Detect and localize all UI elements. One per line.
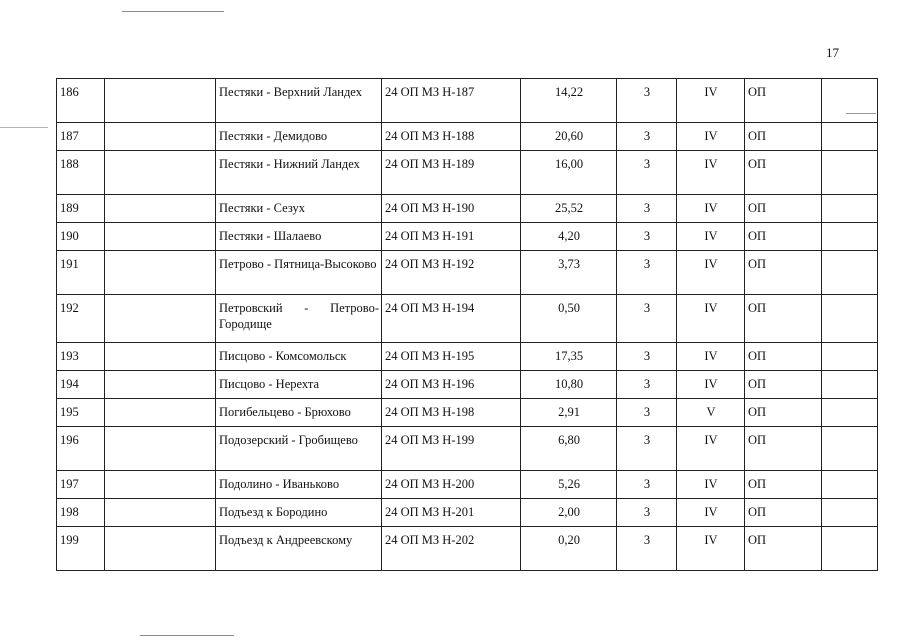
road-significance-cell: ОП bbox=[745, 343, 822, 371]
notes-cell bbox=[822, 427, 878, 471]
district-cell bbox=[105, 499, 216, 527]
table-row bbox=[57, 371, 878, 399]
notes-cell bbox=[822, 223, 878, 251]
row-number-cell: 187 bbox=[57, 123, 105, 151]
road-register-table bbox=[56, 78, 878, 571]
road-length-cell: 10,80 bbox=[521, 371, 617, 399]
road-significance-cell: ОП bbox=[745, 79, 822, 123]
road-id-cell: 24 ОП МЗ Н-199 bbox=[382, 427, 521, 471]
district-cell bbox=[105, 427, 216, 471]
row-number-cell: 198 bbox=[57, 499, 105, 527]
road-id-cell: 24 ОП МЗ Н-201 bbox=[382, 499, 521, 527]
road-significance-cell: ОП bbox=[745, 251, 822, 295]
road-significance-cell: ОП bbox=[745, 371, 822, 399]
road-name-cell: Писцово - Комсомольск bbox=[216, 343, 382, 371]
road-class-cell: IV bbox=[677, 79, 745, 123]
road-category-cell: 3 bbox=[617, 79, 677, 123]
row-number-cell: 191 bbox=[57, 251, 105, 295]
notes-cell bbox=[822, 471, 878, 499]
road-id-cell: 24 ОП МЗ Н-202 bbox=[382, 527, 521, 571]
notes-cell bbox=[822, 251, 878, 295]
notes-cell bbox=[822, 123, 878, 151]
table-row bbox=[57, 399, 878, 427]
table-row bbox=[57, 427, 878, 471]
road-name-cell: Подозерский - Гробищево bbox=[216, 427, 382, 471]
row-number-cell: 189 bbox=[57, 195, 105, 223]
notes-cell bbox=[822, 195, 878, 223]
table-row bbox=[57, 223, 878, 251]
row-number-cell: 197 bbox=[57, 471, 105, 499]
road-class-cell: IV bbox=[677, 123, 745, 151]
road-length-cell: 2,00 bbox=[521, 499, 617, 527]
road-class-cell: IV bbox=[677, 527, 745, 571]
road-id-cell: 24 ОП МЗ Н-200 bbox=[382, 471, 521, 499]
district-cell bbox=[105, 343, 216, 371]
notes-cell bbox=[822, 295, 878, 343]
road-id-cell: 24 ОП МЗ Н-189 bbox=[382, 151, 521, 195]
notes-cell bbox=[822, 399, 878, 427]
road-id-cell: 24 ОП МЗ Н-195 bbox=[382, 343, 521, 371]
table-row bbox=[57, 343, 878, 371]
road-length-cell: 2,91 bbox=[521, 399, 617, 427]
road-name-cell: Пестяки - Нижний Ландех bbox=[216, 151, 382, 195]
road-length-cell: 17,35 bbox=[521, 343, 617, 371]
road-id-cell: 24 ОП МЗ Н-187 bbox=[382, 79, 521, 123]
road-class-cell: IV bbox=[677, 499, 745, 527]
road-significance-cell: ОП bbox=[745, 499, 822, 527]
road-name-cell: Подъезд к Андреевскому bbox=[216, 527, 382, 571]
road-category-cell: 3 bbox=[617, 371, 677, 399]
notes-cell bbox=[822, 151, 878, 195]
road-category-cell: 3 bbox=[617, 499, 677, 527]
road-length-cell: 0,50 bbox=[521, 295, 617, 343]
road-category-cell: 3 bbox=[617, 527, 677, 571]
table-row bbox=[57, 123, 878, 151]
table-row bbox=[57, 499, 878, 527]
road-class-cell: IV bbox=[677, 471, 745, 499]
road-length-cell: 3,73 bbox=[521, 251, 617, 295]
road-name-cell: Пестяки - Шалаево bbox=[216, 223, 382, 251]
road-length-cell: 16,00 bbox=[521, 151, 617, 195]
road-id-cell: 24 ОП МЗ Н-188 bbox=[382, 123, 521, 151]
road-significance-cell: ОП bbox=[745, 295, 822, 343]
district-cell bbox=[105, 471, 216, 499]
road-length-cell: 25,52 bbox=[521, 195, 617, 223]
road-id-cell: 24 ОП МЗ Н-192 bbox=[382, 251, 521, 295]
road-id-cell: 24 ОП МЗ Н-191 bbox=[382, 223, 521, 251]
table-row bbox=[57, 79, 878, 123]
road-name-cell: Пестяки - Сезух bbox=[216, 195, 382, 223]
road-category-cell: 3 bbox=[617, 223, 677, 251]
notes-cell bbox=[822, 499, 878, 527]
road-id-cell: 24 ОП МЗ Н-190 bbox=[382, 195, 521, 223]
road-significance-cell: ОП bbox=[745, 223, 822, 251]
district-cell bbox=[105, 79, 216, 123]
table-body bbox=[57, 79, 878, 571]
table-row bbox=[57, 471, 878, 499]
road-class-cell: IV bbox=[677, 295, 745, 343]
road-category-cell: 3 bbox=[617, 295, 677, 343]
road-significance-cell: ОП bbox=[745, 151, 822, 195]
road-length-cell: 14,22 bbox=[521, 79, 617, 123]
road-category-cell: 3 bbox=[617, 471, 677, 499]
district-cell bbox=[105, 251, 216, 295]
table-row bbox=[57, 251, 878, 295]
road-length-cell: 0,20 bbox=[521, 527, 617, 571]
district-cell bbox=[105, 527, 216, 571]
row-number-cell: 186 bbox=[57, 79, 105, 123]
scan-artifact-bottom bbox=[140, 635, 234, 636]
road-class-cell: IV bbox=[677, 195, 745, 223]
road-class-cell: V bbox=[677, 399, 745, 427]
road-class-cell: IV bbox=[677, 371, 745, 399]
road-id-cell: 24 ОП МЗ Н-198 bbox=[382, 399, 521, 427]
road-significance-cell: ОП bbox=[745, 123, 822, 151]
road-category-cell: 3 bbox=[617, 123, 677, 151]
road-significance-cell: ОП bbox=[745, 527, 822, 571]
road-id-cell: 24 ОП МЗ Н-194 bbox=[382, 295, 521, 343]
district-cell bbox=[105, 399, 216, 427]
road-category-cell: 3 bbox=[617, 427, 677, 471]
road-category-cell: 3 bbox=[617, 399, 677, 427]
row-number-cell: 190 bbox=[57, 223, 105, 251]
table-row bbox=[57, 195, 878, 223]
road-name-cell: Писцово - Нерехта bbox=[216, 371, 382, 399]
road-name-cell: Подолино - Иваньково bbox=[216, 471, 382, 499]
notes-cell bbox=[822, 79, 878, 123]
row-number-cell: 194 bbox=[57, 371, 105, 399]
notes-cell bbox=[822, 371, 878, 399]
road-id-cell: 24 ОП МЗ Н-196 bbox=[382, 371, 521, 399]
page-number: 17 bbox=[826, 45, 839, 60]
road-length-cell: 20,60 bbox=[521, 123, 617, 151]
road-length-cell: 5,26 bbox=[521, 471, 617, 499]
scan-artifact-top bbox=[122, 11, 224, 12]
road-category-cell: 3 bbox=[617, 343, 677, 371]
table-row bbox=[57, 151, 878, 195]
road-significance-cell: ОП bbox=[745, 471, 822, 499]
district-cell bbox=[105, 151, 216, 195]
road-name-cell: Петрово - Пятница-Высоково bbox=[216, 251, 382, 295]
row-number-cell: 193 bbox=[57, 343, 105, 371]
notes-cell bbox=[822, 527, 878, 571]
district-cell bbox=[105, 123, 216, 151]
table-row bbox=[57, 527, 878, 571]
row-number-cell: 195 bbox=[57, 399, 105, 427]
district-cell bbox=[105, 195, 216, 223]
road-name-cell: Пестяки - Демидово bbox=[216, 123, 382, 151]
district-cell bbox=[105, 223, 216, 251]
road-category-cell: 3 bbox=[617, 251, 677, 295]
scan-artifact-left-margin bbox=[0, 127, 48, 128]
row-number-cell: 188 bbox=[57, 151, 105, 195]
road-name-cell: Пестяки - Верхний Ландех bbox=[216, 79, 382, 123]
row-number-cell: 192 bbox=[57, 295, 105, 343]
table-row bbox=[57, 295, 878, 343]
road-category-cell: 3 bbox=[617, 151, 677, 195]
notes-cell bbox=[822, 343, 878, 371]
road-category-cell: 3 bbox=[617, 195, 677, 223]
district-cell bbox=[105, 371, 216, 399]
road-class-cell: IV bbox=[677, 251, 745, 295]
road-name-cell: Петровский - Петрово-Городище bbox=[216, 295, 382, 343]
district-cell bbox=[105, 295, 216, 343]
road-class-cell: IV bbox=[677, 343, 745, 371]
road-name-cell: Подъезд к Бородино bbox=[216, 499, 382, 527]
row-number-cell: 199 bbox=[57, 527, 105, 571]
road-class-cell: IV bbox=[677, 151, 745, 195]
road-significance-cell: ОП bbox=[745, 399, 822, 427]
road-class-cell: IV bbox=[677, 223, 745, 251]
road-length-cell: 6,80 bbox=[521, 427, 617, 471]
road-class-cell: IV bbox=[677, 427, 745, 471]
road-significance-cell: ОП bbox=[745, 427, 822, 471]
road-name-cell: Погибельцево - Брюхово bbox=[216, 399, 382, 427]
road-length-cell: 4,20 bbox=[521, 223, 617, 251]
row-number-cell: 196 bbox=[57, 427, 105, 471]
road-significance-cell: ОП bbox=[745, 195, 822, 223]
